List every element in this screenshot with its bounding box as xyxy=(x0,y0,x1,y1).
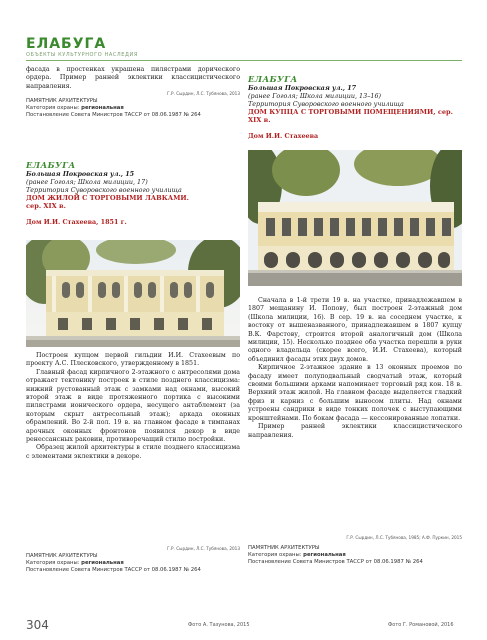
monument-type: ПАМЯТНИК АРХИТЕКТУРЫ xyxy=(248,545,320,551)
monument-type: ПАМЯТНИК АРХИТЕКТУРЫ xyxy=(26,98,98,104)
photo-merchant-house-17 xyxy=(248,150,462,286)
photo-credit-left: Фото А. Тазунова, 2015 xyxy=(188,622,250,628)
left-section-monument-info xyxy=(26,553,240,575)
right-section-body xyxy=(248,297,462,440)
section-author: Дом И.И. Стахеева xyxy=(248,132,319,140)
photo-illustration xyxy=(26,240,240,347)
paragraph: Пример ранней эклектики классицистического направления. xyxy=(248,423,462,439)
page-header-title: ЕЛАБУГА xyxy=(26,36,107,52)
section-old-name: (ранее Гоголя; Школа милиции, 17) xyxy=(26,178,148,186)
left-top-text: фасада в простенках украшена пилястрами дорического ордера. Пример ранней эклектики классицистического направления. xyxy=(26,66,240,90)
section-object: ДОМ КУПЦА С ТОРГОВЫМИ ПОМЕЩЕНИЯМИ, сер. XIX в. xyxy=(248,108,453,124)
paragraph: Образец жилой архитектуры в стиле позднего классицизма с элементами эклектики в декоре. xyxy=(26,444,240,460)
right-section-monument-info xyxy=(248,545,462,567)
header-divider xyxy=(26,60,462,61)
photo-credit-right: Фото Г. Романовой, 2016 xyxy=(388,622,454,628)
section-author: Дом И.И. Стахеева, 1851 г. xyxy=(26,218,127,226)
section-territory: Территория Суворовского военного училища xyxy=(248,100,404,108)
left-top-monument-info xyxy=(26,98,240,120)
monument-category: Категория охраны: региональная xyxy=(248,552,346,559)
section-address: Большая Покровская ул., 17 xyxy=(248,84,357,92)
page-number: 304 xyxy=(26,618,49,632)
paragraph: Главный фасад кирпичного 2-этажного с антресолями дома отражает тектонику построек в стиле позднего классицизма: нижний рустованный этаж с замками над окнами, высокий второй этаж в виде протяженного портика с высокими пилястрами ионического ордера, несущего антаблемент (за которым скрыт антресольный этаж); аркада оконных обрамлений. Во 2-й пол. 19 в. на главном фасаде в тимпанах арочных оконных фронтонов появился декор в виде ренессансных раковин, противоречащий стилю постройки. xyxy=(26,368,240,444)
left-section-body xyxy=(26,352,240,461)
left-section-credit: Г.Р. Сырдин, Л.С. Тубянова, 2013 xyxy=(167,546,240,551)
left-section-heading xyxy=(26,160,240,226)
section-old-name: (ранее Гоголя; Школа милиции, 13–16) xyxy=(248,92,382,100)
section-object: ДОМ ЖИЛОЙ С ТОРГОВЫМИ ЛАВКАМИ. xyxy=(26,194,189,202)
paragraph: Построен купцом первой гильдии И.И. Стахеевым по проекту А.С. Плесковского, утвержденному в 1851. xyxy=(26,352,240,368)
monument-decree: Постановление Совета Министров ТАССР от 08.06.1987 № 264 xyxy=(248,559,423,566)
paragraph: Сначала в 1-й трети 19 в. на участке, принадлежавшем в 1807 мещанину И. Попову, был построен 2-этажный дом (Школа милиции, 16). В сер. 19 в. на соседнем участке, к востоку от вышеназванного, принадлежавшем в 1807 купцу В.К. Фарстову, строится второй аналогичный дом (Школа милиции, 15). Несколько позднее оба участка перешли в руки одного владельца (скорее всего, И.И. Стахеева), который объединил фасады этих двух домов. xyxy=(248,297,462,363)
photo-illustration xyxy=(248,150,462,286)
page-header-subtitle: ОБЪЕКТЫ КУЛЬТУРНОГО НАСЛЕДИЯ xyxy=(26,52,138,58)
section-period: сер. XIX в. xyxy=(26,202,66,210)
monument-decree: Постановление Совета Министров ТАССР от 08.06.1987 № 264 xyxy=(26,112,201,119)
left-top-credit: Г.Р. Сырдин, Л.С. Тубянова, 2013 xyxy=(167,91,240,96)
monument-decree: Постановление Совета Министров ТАССР от 08.06.1987 № 264 xyxy=(26,567,201,574)
monument-category: Категория охраны: региональная xyxy=(26,105,124,112)
section-city: ЕЛАБУГА xyxy=(248,74,298,84)
section-city: ЕЛАБУГА xyxy=(26,160,76,170)
paragraph: Кирпичное 2-этажное здание в 13 оконных проемов по фасаду имеет полуподвальный сводчатый этаж, который своими большими арками напоминает торговый ряд кон. 18 в. Верхний этаж жилой. На главном фасаде выделяется гладкий фриз и карниз с большим выносом плиты. Над окнами устроены сандрики в виде тонких полочек с выступающими кронштейнами. По бокам фасада — кессонированные лопатки. xyxy=(248,364,462,422)
section-territory: Территория Суворовского военного училища xyxy=(26,186,182,194)
monument-type: ПАМЯТНИК АРХИТЕКТУРЫ xyxy=(26,553,98,559)
section-address: Большая Покровская ул., 15 xyxy=(26,170,135,178)
monument-category: Категория охраны: региональная xyxy=(26,560,124,567)
right-section-credit: Г.Р. Сырдин, Л.С. Тубянова, 1985; А.Ф. Пуркин, 2015 xyxy=(346,535,462,540)
photo-stakheev-house-15 xyxy=(26,240,240,347)
right-section-heading xyxy=(248,74,462,140)
